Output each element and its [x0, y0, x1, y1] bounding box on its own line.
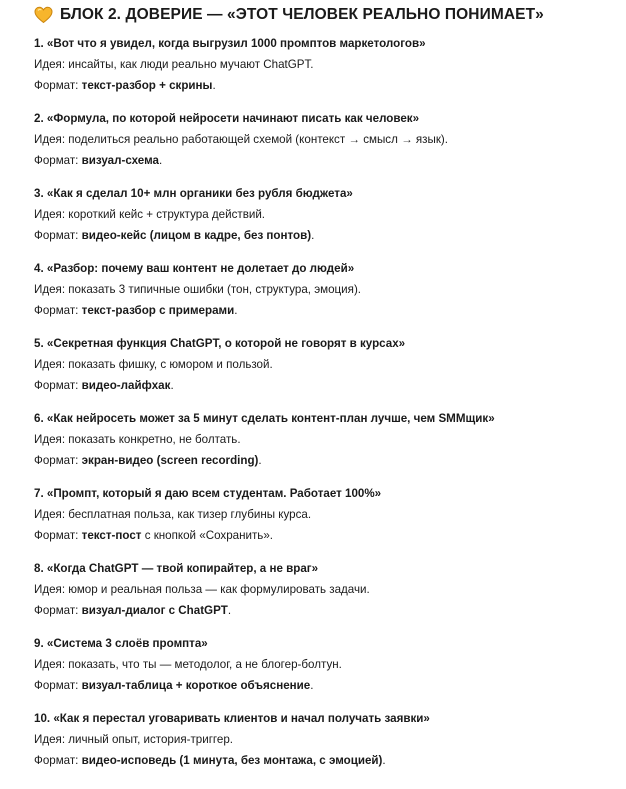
- format-label: Формат:: [34, 604, 82, 617]
- item-title: 1. «Вот что я увидел, когда выгрузил 1000 промптов маркетологов»: [34, 37, 426, 50]
- format-value: визуал-таблица + короткое объяснение: [81, 679, 311, 692]
- item-idea: Идея: показать фишку, с юмором и пользой.: [34, 358, 273, 371]
- item-format: [34, 150, 614, 171]
- format-tail: .: [311, 229, 315, 242]
- format-tail: .: [234, 304, 238, 317]
- list-item: [34, 483, 614, 558]
- item-idea: Идея: инсайты, как люди реально мучают ChatGPT.: [34, 58, 314, 71]
- item-title: 4. «Разбор: почему ваш контент не долетает до людей»: [34, 262, 355, 275]
- list-item: [34, 183, 614, 258]
- format-value: видео-лайфхак: [81, 379, 171, 392]
- format-tail: .: [212, 79, 216, 92]
- format-tail: с кнопкой «Сохранить».: [141, 529, 273, 542]
- format-value: текст-разбор с примерами: [81, 304, 235, 317]
- format-label: Формат:: [34, 304, 82, 317]
- format-label: Формат:: [34, 154, 82, 167]
- block-heading: [34, 4, 544, 26]
- yellow-heart-icon: [34, 6, 53, 24]
- item-idea: Идея: личный опыт, история-триггер.: [34, 733, 234, 746]
- item-title: 8. «Когда ChatGPT — твой копирайтер, а не враг»: [34, 562, 319, 575]
- list-item: [34, 258, 614, 333]
- item-title: 2. «Формула, по которой нейросети начинают писать как человек»: [34, 112, 420, 125]
- item-idea: Идея: юмор и реальная польза — как формулировать задачи.: [34, 583, 370, 596]
- list-item: [34, 708, 614, 783]
- item-format: [34, 600, 614, 621]
- item-idea: Идея: показать, что ты — методолог, а не блогер-болтун.: [34, 658, 342, 671]
- item-title: 6. «Как нейросеть может за 5 минут сделать контент-план лучше, чем SMMщик»: [34, 412, 495, 425]
- format-value: текст-разбор + скрины: [81, 79, 213, 92]
- item-format: [34, 450, 614, 471]
- item-title: 5. «Секретная функция ChatGPT, о которой не говорят в курсах»: [34, 337, 406, 350]
- format-value: видео-исповедь (1 минута, без монтажа, с эмоцией): [81, 754, 383, 767]
- format-label: Формат:: [34, 379, 82, 392]
- format-tail: .: [158, 154, 163, 167]
- format-value: экран-видео (screen recording): [81, 454, 259, 467]
- item-format: [34, 750, 614, 771]
- format-label: Формат:: [34, 754, 82, 767]
- format-label: Формат:: [34, 679, 82, 692]
- format-tail: .: [258, 454, 262, 467]
- item-format: [34, 525, 614, 546]
- format-value: визуал-схема: [81, 154, 159, 167]
- format-label: Формат:: [34, 229, 82, 242]
- item-idea: Идея: показать 3 типичные ошибки (тон, структура, эмоция).: [34, 283, 362, 296]
- item-format: [34, 75, 614, 96]
- list-item: [34, 633, 614, 708]
- item-idea: Идея: показать конкретно, не болтать.: [34, 433, 241, 446]
- idea-list: [34, 33, 614, 783]
- format-tail: .: [310, 679, 314, 692]
- item-title: 9. «Система 3 слоёв промпта»: [34, 637, 208, 650]
- format-value: визуал-диалог с ChatGPT: [81, 604, 228, 617]
- item-idea: Идея: короткий кейс + структура действий.: [34, 208, 266, 221]
- item-idea: Идея: поделиться реально работающей схемой (контекст → смысл → язык).: [34, 133, 448, 146]
- format-tail: .: [382, 754, 386, 767]
- item-title: 10. «Как я перестал уговаривать клиентов и начал получать заявки»: [34, 712, 430, 725]
- item-format: [34, 225, 614, 246]
- format-label: Формат:: [34, 79, 82, 92]
- item-idea: Идея: бесплатная польза, как тизер глубины курса.: [34, 508, 312, 521]
- list-item: [34, 333, 614, 408]
- item-title: 3. «Как я сделал 10+ млн органики без рубля бюджета»: [34, 187, 353, 200]
- item-format: [34, 375, 614, 396]
- item-title: 7. «Промпт, который я даю всем студентам. Работает 100%»: [34, 487, 382, 500]
- list-item: [34, 108, 614, 183]
- item-format: [34, 300, 614, 321]
- format-tail: .: [170, 379, 174, 392]
- block-title: БЛОК 2. ДОВЕРИЕ — «ЭТОТ ЧЕЛОВЕК РЕАЛЬНО ПОНИМАЕТ»: [60, 6, 544, 23]
- format-label: Формат:: [34, 454, 82, 467]
- list-item: [34, 33, 614, 108]
- format-label: Формат:: [34, 529, 82, 542]
- format-tail: .: [227, 604, 232, 617]
- format-value: текст-пост: [81, 529, 142, 542]
- item-format: [34, 675, 614, 696]
- format-value: видео-кейс (лицом в кадре, без понтов): [81, 229, 312, 242]
- list-item: [34, 558, 614, 633]
- list-item: [34, 408, 614, 483]
